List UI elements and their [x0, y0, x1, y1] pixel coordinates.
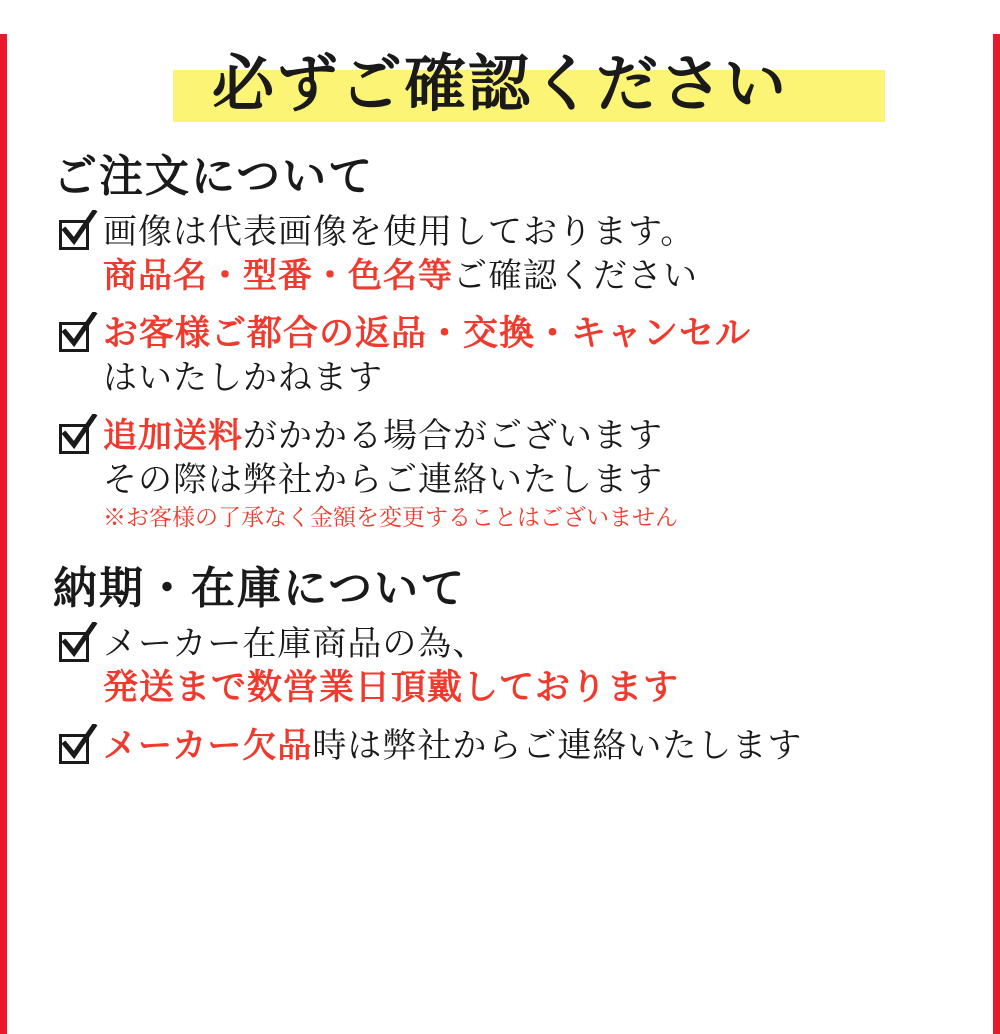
text-line: はいたしかねます: [103, 358, 383, 398]
text-line: メーカー在庫商品の為、: [103, 624, 488, 664]
checkbox-checked-icon: [57, 318, 95, 356]
text-note: ※お客様の了承なく金額を変更することはございません: [103, 505, 678, 531]
list-item-text: [103, 414, 965, 534]
checkbox-checked-icon: [57, 628, 95, 666]
text-line: [103, 724, 965, 768]
list-item-text: [103, 312, 965, 400]
text-line: その際は弊社からご連絡いたします: [103, 460, 663, 500]
list-item: [57, 622, 965, 710]
section-heading-order: ご注文について: [53, 151, 375, 202]
checkbox-checked-icon: [57, 216, 95, 254]
notice-page: [0, 34, 1000, 1034]
text-line: 画像は代表画像を使用しております。: [103, 212, 696, 252]
list-item-text: [103, 622, 965, 710]
list-item-text: [103, 724, 965, 768]
checkbox-checked-icon: [57, 420, 95, 458]
list-item-text: [103, 210, 965, 298]
notice-content: [7, 34, 993, 1034]
text-line: お客様ご都合の返品・交換・キャンセル: [103, 313, 752, 354]
text-segment-black: がかかる場合がございます: [243, 416, 663, 456]
list-item: [57, 414, 965, 534]
section-heading-delivery: 納期・在庫について: [53, 563, 467, 614]
text-segment-red: 商品名・型番・色名等: [103, 256, 453, 296]
list-item: [57, 312, 965, 400]
list-item: [57, 210, 965, 298]
text-line: [103, 414, 965, 458]
text-segment-black: ご確認ください: [453, 256, 698, 296]
text-line: 発送まで数営業日頂戴しております: [103, 667, 680, 708]
page-title-block: [35, 34, 965, 134]
list-item: [57, 724, 965, 768]
text-segment-black: 時は弊社からご連絡いたします: [312, 726, 803, 766]
checkbox-checked-icon: [57, 730, 95, 768]
text-line: [103, 254, 965, 298]
page-title: 必ずご確認ください: [211, 47, 788, 120]
text-segment-red: 追加送料: [103, 416, 243, 456]
text-segment-red: メーカー欠品: [103, 726, 313, 766]
